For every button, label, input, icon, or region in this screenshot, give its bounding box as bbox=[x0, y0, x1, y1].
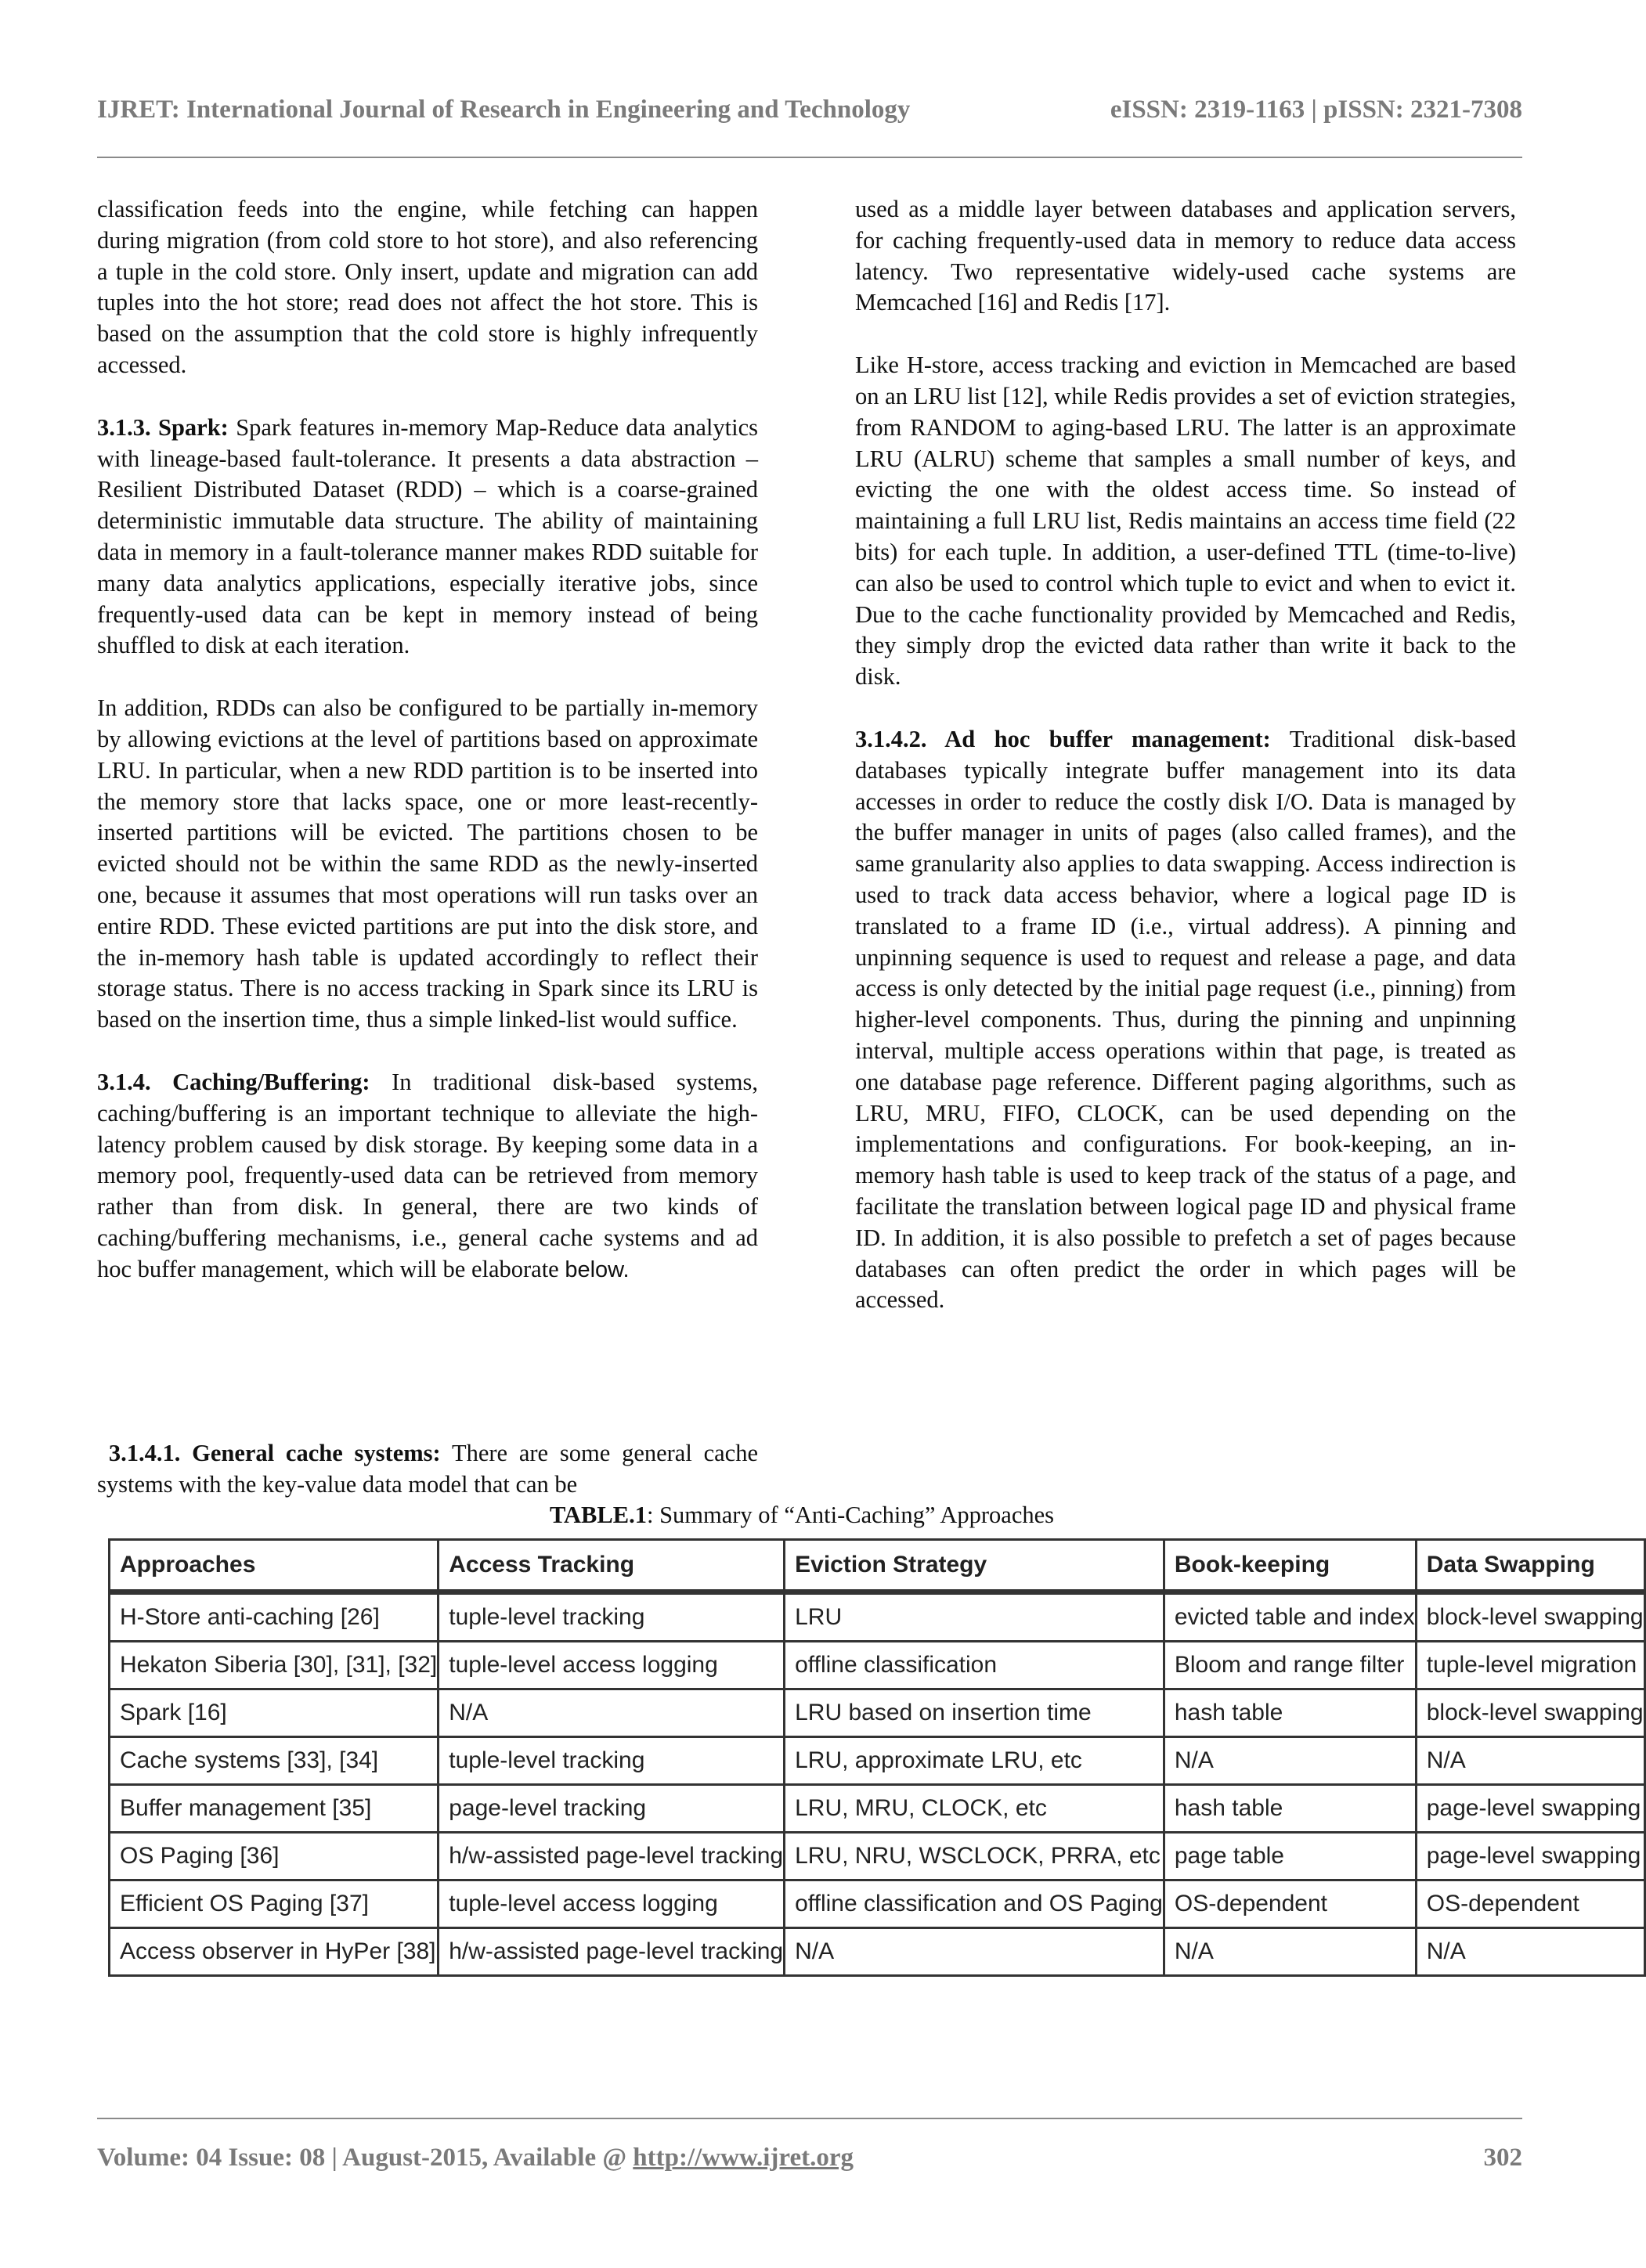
section-heading: 3.1.4.1. General cache systems: bbox=[108, 1440, 441, 1466]
table-cell: Spark [16] bbox=[110, 1689, 439, 1737]
paragraph: classification feeds into the engine, while fetching can happen during migration (from cold store to hot store), and also referencing a tuple in the cold store. Only insert, update and migration can add tuples into the hot store; read does not affect the hot store. This is based on the assumption that the cold store is highly infrequently accessed. bbox=[97, 196, 758, 378]
column-header: Approaches bbox=[110, 1540, 439, 1592]
footer-rule bbox=[97, 2118, 1522, 2119]
table-cell: LRU bbox=[785, 1592, 1164, 1642]
table-cell: LRU, NRU, WSCLOCK, PRRA, etc bbox=[785, 1833, 1164, 1880]
table-cell: tuple-level access logging bbox=[439, 1880, 785, 1928]
column-header: Eviction Strategy bbox=[785, 1540, 1164, 1592]
column-header: Book-keeping bbox=[1164, 1540, 1416, 1592]
table-cell: page-level swapping bbox=[1416, 1785, 1644, 1833]
table-row bbox=[110, 1833, 1645, 1880]
table-row bbox=[110, 1785, 1645, 1833]
table-cell: page-level tracking bbox=[439, 1785, 785, 1833]
paragraph: used as a middle layer between databases and application servers, for caching frequently-used data in memory to reduce data access latency. Two representative widely-used cache systems are Memcached [16] and Redis [17]. bbox=[855, 196, 1516, 316]
journal-link[interactable]: http://www.ijret.org bbox=[633, 2144, 854, 2172]
left-column bbox=[97, 194, 758, 1286]
section-heading: 3.1.4.2. Ad hoc buffer management: bbox=[855, 725, 1271, 752]
table-cell: tuple-level migration bbox=[1416, 1642, 1644, 1689]
journal-title: IJRET: International Journal of Research in Engineering and Technology bbox=[97, 96, 911, 124]
page-footer bbox=[97, 2144, 1522, 2175]
table-cell: h/w-assisted page-level tracking bbox=[439, 1833, 785, 1880]
table-cell: N/A bbox=[1164, 1928, 1416, 1976]
table-cell: OS-dependent bbox=[1416, 1880, 1644, 1928]
table-row bbox=[110, 1642, 1645, 1689]
section-heading: 3.1.3. Spark: bbox=[97, 413, 229, 441]
table-cell: block-level swapping bbox=[1416, 1689, 1644, 1737]
table-header-row bbox=[110, 1540, 1645, 1592]
right-column bbox=[855, 194, 1516, 1316]
table-cell: OS Paging [36] bbox=[110, 1833, 439, 1880]
page-number: 302 bbox=[1483, 2144, 1522, 2172]
table-cell: N/A bbox=[439, 1689, 785, 1737]
header-rule bbox=[97, 157, 1522, 158]
table-row bbox=[110, 1592, 1645, 1642]
summary-table bbox=[108, 1538, 1646, 1977]
table-row bbox=[110, 1928, 1645, 1976]
table-cell: block-level swapping bbox=[1416, 1592, 1644, 1642]
table-cell: Hekaton Siberia [30], [31], [32] bbox=[110, 1642, 439, 1689]
table-cell: h/w-assisted page-level tracking bbox=[439, 1928, 785, 1976]
table-caption: TABLE.1: Summary of “Anti-Caching” Approaches bbox=[549, 1502, 1055, 1528]
paragraph: In addition, RDDs can also be configured to be partially in-memory by allowing evictions at the level of partitions based on approximate LRU. In particular, when a new RDD partition is to be inserted into the memory store that lacks space, one or more least-recently-inserted partitions will be evicted. The partitions chosen to be evicted should not be within the same RDD as the newly-inserted one, because it assumes that most operations will run tasks over an entire RDD. These evicted partitions are put into the disk store, and the in-memory hash table is updated accordingly to reflect their storage status. There is no access tracking in Spark since its LRU is based on the insertion time, thus a simple linked-list would suffice. bbox=[97, 694, 758, 1033]
table-row bbox=[110, 1689, 1645, 1737]
page-header bbox=[97, 96, 1522, 127]
table-cell: N/A bbox=[1164, 1737, 1416, 1785]
issn-text: eISSN: 2319-1163 | pISSN: 2321-7308 bbox=[1110, 96, 1522, 124]
table-cell: LRU, approximate LRU, etc bbox=[785, 1737, 1164, 1785]
table-cell: page-level swapping bbox=[1416, 1833, 1644, 1880]
table-cell: OS-dependent bbox=[1164, 1880, 1416, 1928]
table-row bbox=[110, 1737, 1645, 1785]
table-cell: page table bbox=[1164, 1833, 1416, 1880]
column-header: Access Tracking bbox=[439, 1540, 785, 1592]
table-cell: N/A bbox=[785, 1928, 1164, 1976]
paragraph: 3.1.4.2. Ad hoc buffer management: Traditional disk-based databases typically integrate buffer management into its data accesses in order to reduce the costly disk I/O. Data is managed by the buffer manager in units of pages (also called frames), and the same granularity also applies to data swapping. Access indirection is used to track data access behavior, where a logical page ID is translated to a frame ID (i.e., virtual address). A pinning and unpinning sequence is used to request and release a page, and data access is only detected by the initial page request (i.e., pinning) from higher-level components. Thus, during the pinning and unpinning interval, multiple access operations within that page, is treated as one database page reference. Different paging algorithms, such as LRU, MRU, FIFO, CLOCK, can be used depending on the implementations and configurations. For book-keeping, an in-memory hash table is used to keep track of the status of a page, and facilitate the translation between logical page ID and physical frame ID. In addition, it is also possible to prefetch a set of pages because databases can often predict the order in which pages will be accessed. bbox=[855, 725, 1516, 1314]
table-cell: hash table bbox=[1164, 1785, 1416, 1833]
table-cell: tuple-level tracking bbox=[439, 1737, 785, 1785]
paragraph: 3.1.4. Caching/Buffering: In traditional disk-based systems, caching/buffering is an important technique to alleviate the high-latency problem caused by disk storage. By keeping some data in a memory pool, frequently-used data can be retrieved from memory rather than from disk. In general, there are two kinds of caching/buffering mechanisms, i.e., general cache systems and ad hoc buffer management, which will be elaborate below. bbox=[97, 1068, 758, 1282]
column-header: Data Swapping bbox=[1416, 1540, 1644, 1592]
table-cell: hash table bbox=[1164, 1689, 1416, 1737]
table-cell: Buffer management [35] bbox=[110, 1785, 439, 1833]
table-cell: Bloom and range filter bbox=[1164, 1642, 1416, 1689]
table-cell: H-Store anti-caching [26] bbox=[110, 1592, 439, 1642]
paragraph: Like H-store, access tracking and eviction in Memcached are based on an LRU list [12], while Redis provides a set of eviction strategies, from RANDOM to aging-based LRU. The latter is an approximate LRU (ALRU) scheme that samples a small number of keys, and evicting the one with the oldest access time. So instead of maintaining a full LRU list, Redis maintains an access time field (22 bits) for each tuple. In addition, a user-defined TTL (time-to-live) can also be used to control which tuple to evict and when to evict it. Due to the cache functionality provided by Memcached and Redis, they simply drop the evicted data rather than write it back to the disk. bbox=[855, 352, 1516, 690]
table-cell: tuple-level tracking bbox=[439, 1592, 785, 1642]
table-cell: Cache systems [33], [34] bbox=[110, 1737, 439, 1785]
table-row bbox=[110, 1880, 1645, 1928]
section-heading: 3.1.4. Caching/Buffering: bbox=[97, 1068, 370, 1095]
footer-volume: Volume: 04 Issue: 08 | August-2015, Available @ http://www.ijret.org bbox=[97, 2144, 854, 2172]
table-cell: N/A bbox=[1416, 1737, 1644, 1785]
table-cell: offline classification and OS Paging bbox=[785, 1880, 1164, 1928]
table-cell: offline classification bbox=[785, 1642, 1164, 1689]
table-cell: LRU based on insertion time bbox=[785, 1689, 1164, 1737]
table-cell: evicted table and index bbox=[1164, 1592, 1416, 1642]
paragraph: 3.1.4.1. General cache systems: There are some general cache systems with the key-value data model that can be bbox=[97, 1440, 759, 1498]
table-cell: tuple-level access logging bbox=[439, 1642, 785, 1689]
table-cell: N/A bbox=[1416, 1928, 1644, 1976]
table-cell: Efficient OS Paging [37] bbox=[110, 1880, 439, 1928]
table-cell: LRU, MRU, CLOCK, etc bbox=[785, 1785, 1164, 1833]
paragraph: 3.1.3. Spark: Spark features in-memory Map-Reduce data analytics with lineage-based fault-tolerance. It presents a data abstraction – Resilient Distributed Dataset (RDD) – which is a coarse-grained deterministic immutable data structure. The ability of maintaining data in memory in a fault-tolerance manner makes RDD suitable for many data analytics applications, especially iterative jobs, since frequently-used data can be kept in memory instead of being shuffled to disk at each iteration. bbox=[97, 413, 759, 659]
table-cell: Access observer in HyPer [38] bbox=[110, 1928, 439, 1976]
